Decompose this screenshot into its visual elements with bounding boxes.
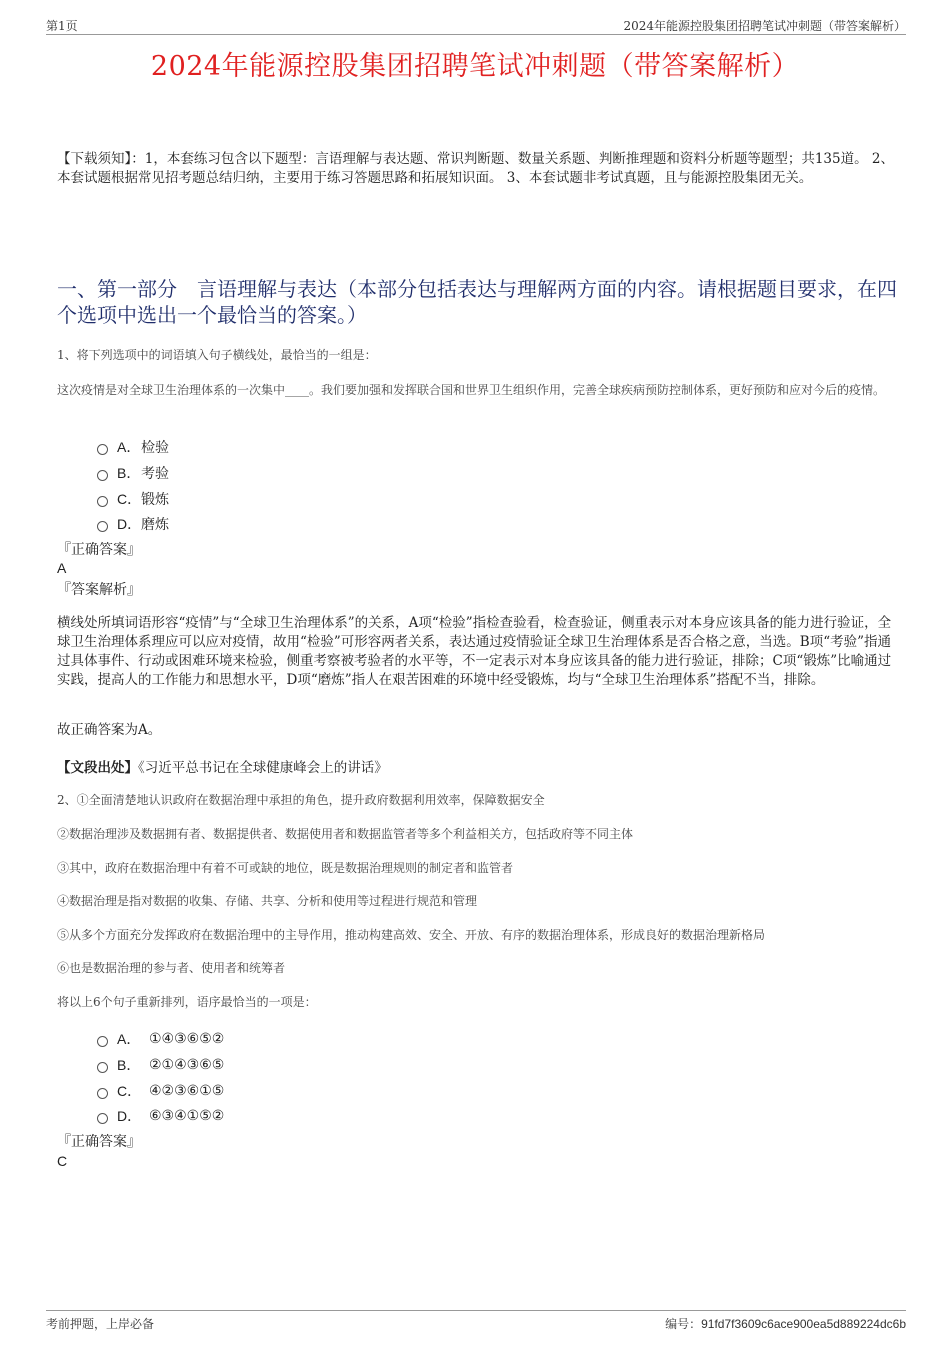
footer-code-label: 编号： <box>665 1317 702 1331</box>
option-text: ①④③⑥⑤② <box>149 1031 225 1047</box>
option-letter: A． <box>117 439 141 455</box>
section-title: 一、第一部分 言语理解与表达（本部分包括表达与理解两方面的内容。请根据题目要求，在四个选项中选出一个最恰当的答案。） <box>57 277 897 327</box>
radio-button-icon[interactable] <box>97 470 108 481</box>
question-2-line: ②数据治理涉及数据拥有者、数据提供者、数据使用者和数据监管者等多个利益相关方，包括政府等不同主体 <box>57 827 634 841</box>
option-text: 磨炼 <box>141 517 169 533</box>
question-2-line: ④数据治理是指对数据的收集、存储、共享、分析和使用等过程进行规范和管理 <box>57 894 478 908</box>
option-letter: D． <box>117 1108 142 1124</box>
question-2-line: ③其中，政府在数据治理中有着不可或缺的地位，既是数据治理规则的制定者和监管者 <box>57 861 514 875</box>
answer-value: C <box>57 1153 68 1169</box>
document-title: 2024年能源控股集团招聘笔试冲刺题（带答案解析） <box>150 51 800 82</box>
source-text: 《习近平总书记在全球健康峰会上的讲话》 <box>138 760 388 776</box>
answer-value: A <box>57 560 67 576</box>
analysis-label: 『答案解析』 <box>57 582 141 598</box>
footer-divider <box>46 1310 906 1311</box>
radio-button-icon[interactable] <box>97 496 108 507</box>
q2-option-c[interactable] <box>97 1081 224 1101</box>
option-text: ⑥③④①⑤② <box>149 1108 225 1124</box>
q2-option-b[interactable] <box>97 1055 224 1075</box>
option-letter: D． <box>117 516 142 532</box>
question-1-body: 这次疫情是对全球卫生治理体系的一次集中____。我们要加强和发挥联合国和世界卫生组织作用，完善全球疾病预防控制体系，更好预防和应对今后的疫情。 <box>57 383 886 397</box>
question-2-prompt: 将以上6个句子重新排列，语序最恰当的一项是： <box>57 995 317 1009</box>
download-notice: 【下载须知】：1，本套练习包含以下题型：言语理解与表达题、常识判断题、数量关系题、判断推理题和资料分析题等题型；共135道。 2、本套试题根据常见招考题总结归纳，主要用于练习答题思路和拓展知识面。 3、本套试题非考试真题，且与能源控股集团无关。 <box>57 151 894 186</box>
q2-option-a[interactable] <box>97 1029 224 1049</box>
question-2-line: ⑤从多个方面充分发挥政府在数据治理中的主导作用，推动构建高效、安全、开放、有序的数据治理体系，形成良好的数据治理新格局 <box>57 928 766 942</box>
answer-label: 『正确答案』 <box>57 542 141 558</box>
radio-button-icon[interactable] <box>97 1113 108 1124</box>
option-letter: C． <box>117 1083 142 1099</box>
option-text: 锻炼 <box>141 492 169 508</box>
analysis-conclusion: 故正确答案为A。 <box>57 722 162 738</box>
radio-button-icon[interactable] <box>97 444 108 455</box>
option-text: 考验 <box>141 466 169 482</box>
page-number: 第1页 <box>46 19 78 33</box>
option-letter: B． <box>117 1057 141 1073</box>
radio-button-icon[interactable] <box>97 1088 108 1099</box>
q1-option-a[interactable] <box>97 437 169 457</box>
header-divider <box>46 34 906 35</box>
question-1-stem: 1、将下列选项中的词语填入句子横线处，最恰当的一组是： <box>57 348 377 362</box>
question-2-line: 2、①全面清楚地认识政府在数据治理中承担的角色，提升政府数据利用效率，保障数据安全 <box>57 793 545 807</box>
analysis-text: 横线处所填词语形容“疫情”与“全球卫生治理体系”的关系，A项“检验”指检查验看，检查验证，侧重表示对本身应该具备的能力进行验证，全球卫生治理体系理应可以应对疫情，故用“检验”可形容两者关系，表达通过疫情验证全球卫生治理体系是否合格之意，当选。B项“考验”指通过具体事件、行动或困难环境来检验，侧重考察被考验者的水平等，不一定表示对本身应该具备的能力进行验证，排除；C项“锻炼”比喻通过实践，提高人的工作能力和思想水平，D项“磨炼”指人在艰苦困难的环境中经受锻炼，均与“全球卫生治理体系”搭配不当，排除。 <box>57 615 892 688</box>
source-citation <box>57 756 895 776</box>
q1-option-c[interactable] <box>97 489 169 509</box>
answer-label: 『正确答案』 <box>57 1134 141 1150</box>
q1-option-d[interactable] <box>97 514 169 534</box>
question-2-line: ⑥也是数据治理的参与者、使用者和统筹者 <box>57 961 286 975</box>
radio-button-icon[interactable] <box>97 1062 108 1073</box>
source-label: 【文段出处】 <box>57 760 138 776</box>
option-letter: B． <box>117 465 141 481</box>
header-doc-title: 2024年能源控股集团招聘笔试冲刺题（带答案解析） <box>623 19 906 33</box>
option-text: ④②③⑥①⑤ <box>149 1083 225 1099</box>
footer-slogan: 考前押题，上岸必备 <box>46 1317 155 1331</box>
option-text: 检验 <box>141 440 169 456</box>
footer-code <box>665 1315 906 1332</box>
radio-button-icon[interactable] <box>97 1036 108 1047</box>
q1-option-b[interactable] <box>97 463 169 483</box>
q2-option-d[interactable] <box>97 1106 224 1126</box>
footer-code-value: 91fd7f3609c6ace900ea5d889224dc6b <box>701 1317 906 1331</box>
option-letter: A． <box>117 1031 141 1047</box>
option-letter: C． <box>117 491 142 507</box>
radio-button-icon[interactable] <box>97 521 108 532</box>
option-text: ②①④③⑥⑤ <box>149 1057 225 1073</box>
